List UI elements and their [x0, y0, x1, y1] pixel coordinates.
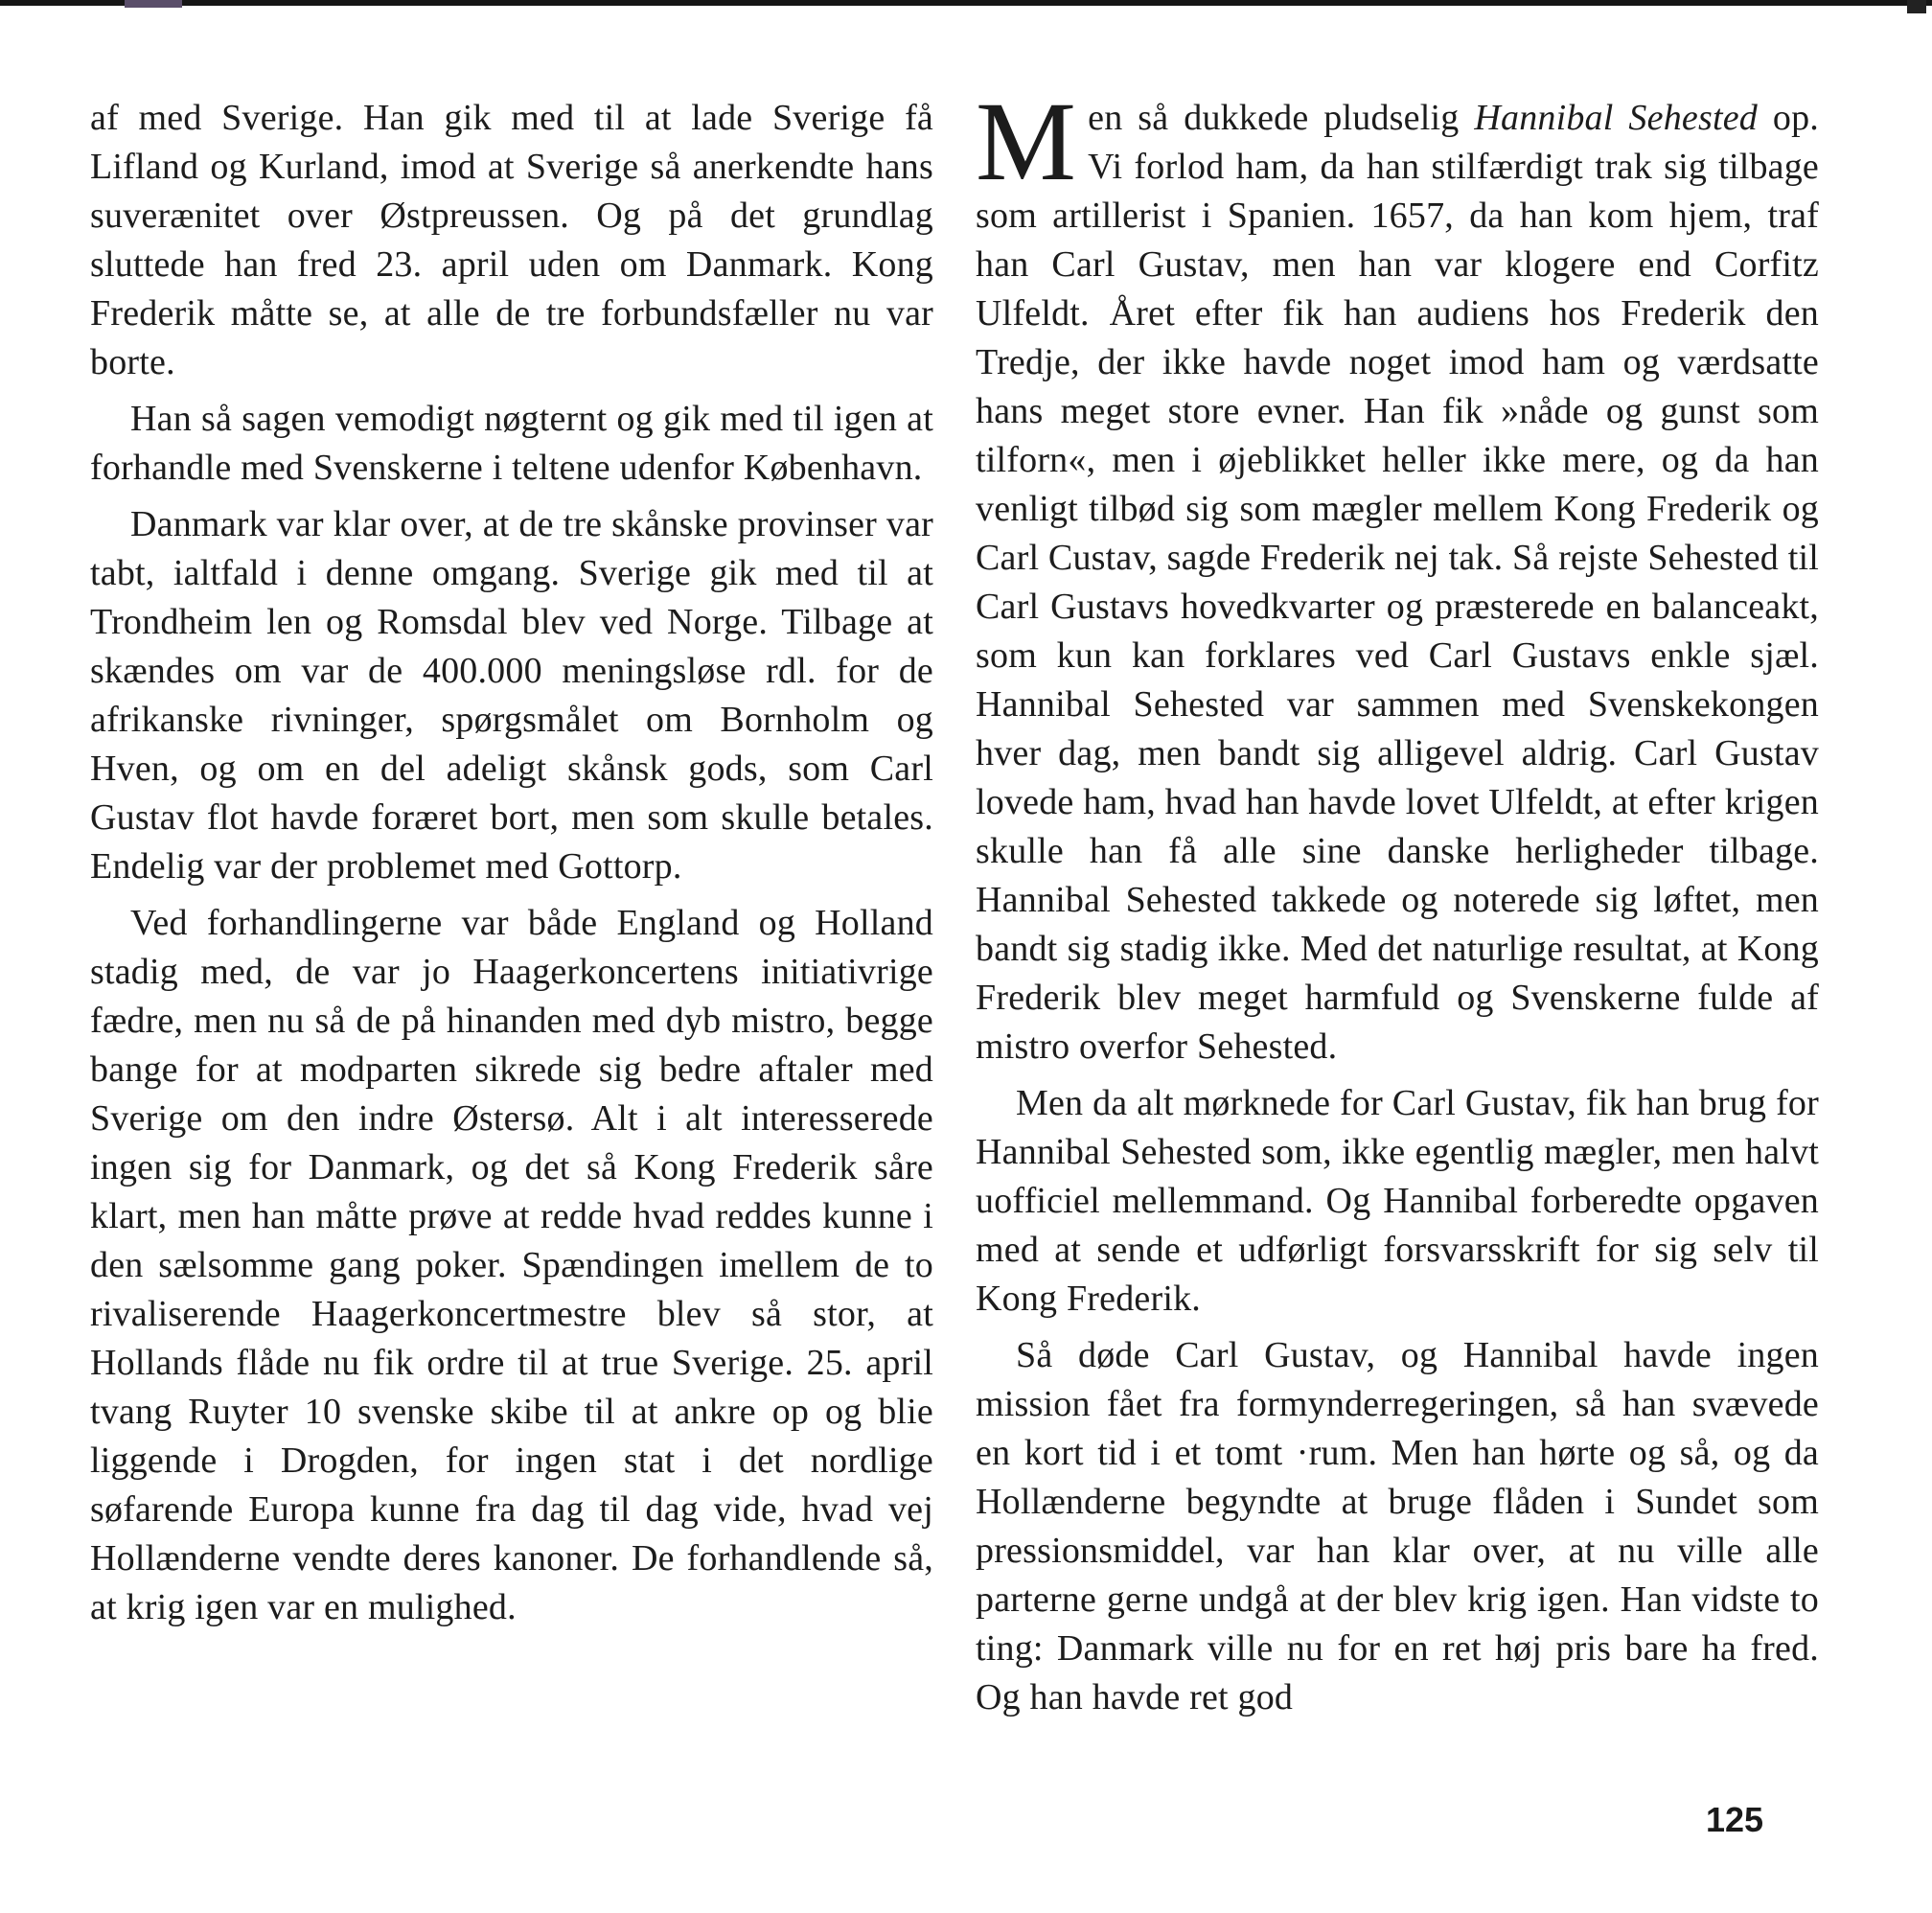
top-border-smudge	[125, 0, 182, 8]
top-right-corner-mark	[1907, 0, 1926, 13]
paragraph: af med Sverige. Han gik med til at lade Sverige få Lifland og Kurland, imod at Sverige så anerkendte hans suverænitet over Østpreussen. Og på det grundlag sluttede han fred 23. april uden om Danmark. Kong Frederik måtte se, at alle de tre forbundsfæller nu var borte.	[90, 98, 933, 382]
drop-cap-letter: M	[976, 79, 1077, 204]
paragraph: Han så sagen vemodigt nøgternt og gik med til igen at forhandle med Svenskerne i teltene udenfor København.	[90, 399, 933, 488]
paragraph: Så døde Carl Gustav, og Hannibal havde ingen mission fået fra formynderregeringen, så han svævede en kort tid i et tomt ·rum. Men han hørte og så, og da Hollænderne begyndte at bruge flåden i Sundet som pressionsmiddel, var han klar over, at nu ville alle parterne gerne undgå at der blev krig igen. Han vidste to ting: Danmark ville nu for en ret høj pris bare ha fred. Og han havde ret god	[976, 1335, 1819, 1717]
paragraph: Danmark var klar over, at de tre skånske provinser var tabt, ialtfald i denne omgang. Sverige gik med til at Trondheim len og Romsdal blev ved Norge. Tilbage at skændes om var de 400.000 meningsløse rdl. for de afrikanske rivninger, spørgsmålet om Bornholm og Hven, og om en del adeligt skånsk gods, som Carl Gustav flot havde foræret bort, men som skulle betales. Endelig var der problemet med Gottorp.	[90, 504, 933, 887]
page-number: 125	[1706, 1800, 1764, 1839]
paragraph: Men da alt mørknede for Carl Gustav, fik han brug for Hannibal Sehested som, ikke egentlig mægler, men halvt uofficiel mellemmand. Og Hannibal forberedte opgaven med at sende et udførligt forsvarsskrift for sig selv til Kong Frederik.	[976, 1083, 1819, 1319]
left-text-column	[90, 94, 933, 1640]
italic-name: Hannibal Sehested	[1474, 98, 1758, 138]
opening-paragraph	[976, 79, 1819, 1072]
right-text-column	[976, 79, 1819, 1730]
opening-text-start: en så dukkede pludselig	[1088, 98, 1475, 138]
top-border-rule	[0, 0, 1932, 6]
paragraph: Ved forhandlingerne var både England og Holland stadig med, de var jo Haagerkoncertens initiativrige fædre, men nu så de på hinanden med dyb mistro, begge bange for at modparten sikrede sig bedre aftaler med Sverige om den indre Østersø. Alt i alt interesserede ingen sig for Danmark, og det så Kong Frederik såre klart, men han måtte prøve at redde hvad reddes kunne i den sælsomme gang poker. Spændingen imellem de to rivaliserende Haagerkoncertmestre blev så stor, at Hollands flåde nu fik ordre til at true Sverige. 25. april tvang Ruyter 10 svenske skibe til at ankre op og blie liggende i Drogden, for ingen stat i det nordlige søfarende Europa kunne fra dag til dag vide, hvad vej Hollænderne vendte deres kanoner. De forhandlende så, at krig igen var en mulighed.	[90, 903, 933, 1627]
opening-text-rest: op. Vi forlod ham, da han stilfærdigt trak sig tilbage som artillerist i Spanien. 1657, da han kom hjem, traf han Carl Gustav, men han var klogere end Corfitz Ulfeldt. Året efter fik han audiens hos Frederik den Tredje, der ikke havde noget imod ham og værdsatte hans meget store evner. Han fik »nåde og gunst som tilforn«, men i øjeblikket heller ikke mere, og da han venligt tilbød sig som mægler mellem Kong Frederik og Carl Custav, sagde Frederik nej tak. Så rejste Sehested til Carl Gustavs hovedkvarter og præsterede en balanceakt, som kun kan forklares ved Carl Gustavs enkle sjæl. Hannibal Sehested var sammen med Svenskekongen hver dag, men bandt sig alligevel aldrig. Carl Gustav lovede ham, hvad han havde lovet Ulfeldt, at efter krigen skulle han få alle sine danske herligheder tilbage. Hannibal Sehested takkede og noterede sig løftet, men bandt sig stadig ikke. Med det naturlige resultat, at Kong Frederik blev meget harmfuld og Svenskerne fulde af mistro overfor Sehested.	[976, 98, 1819, 1067]
